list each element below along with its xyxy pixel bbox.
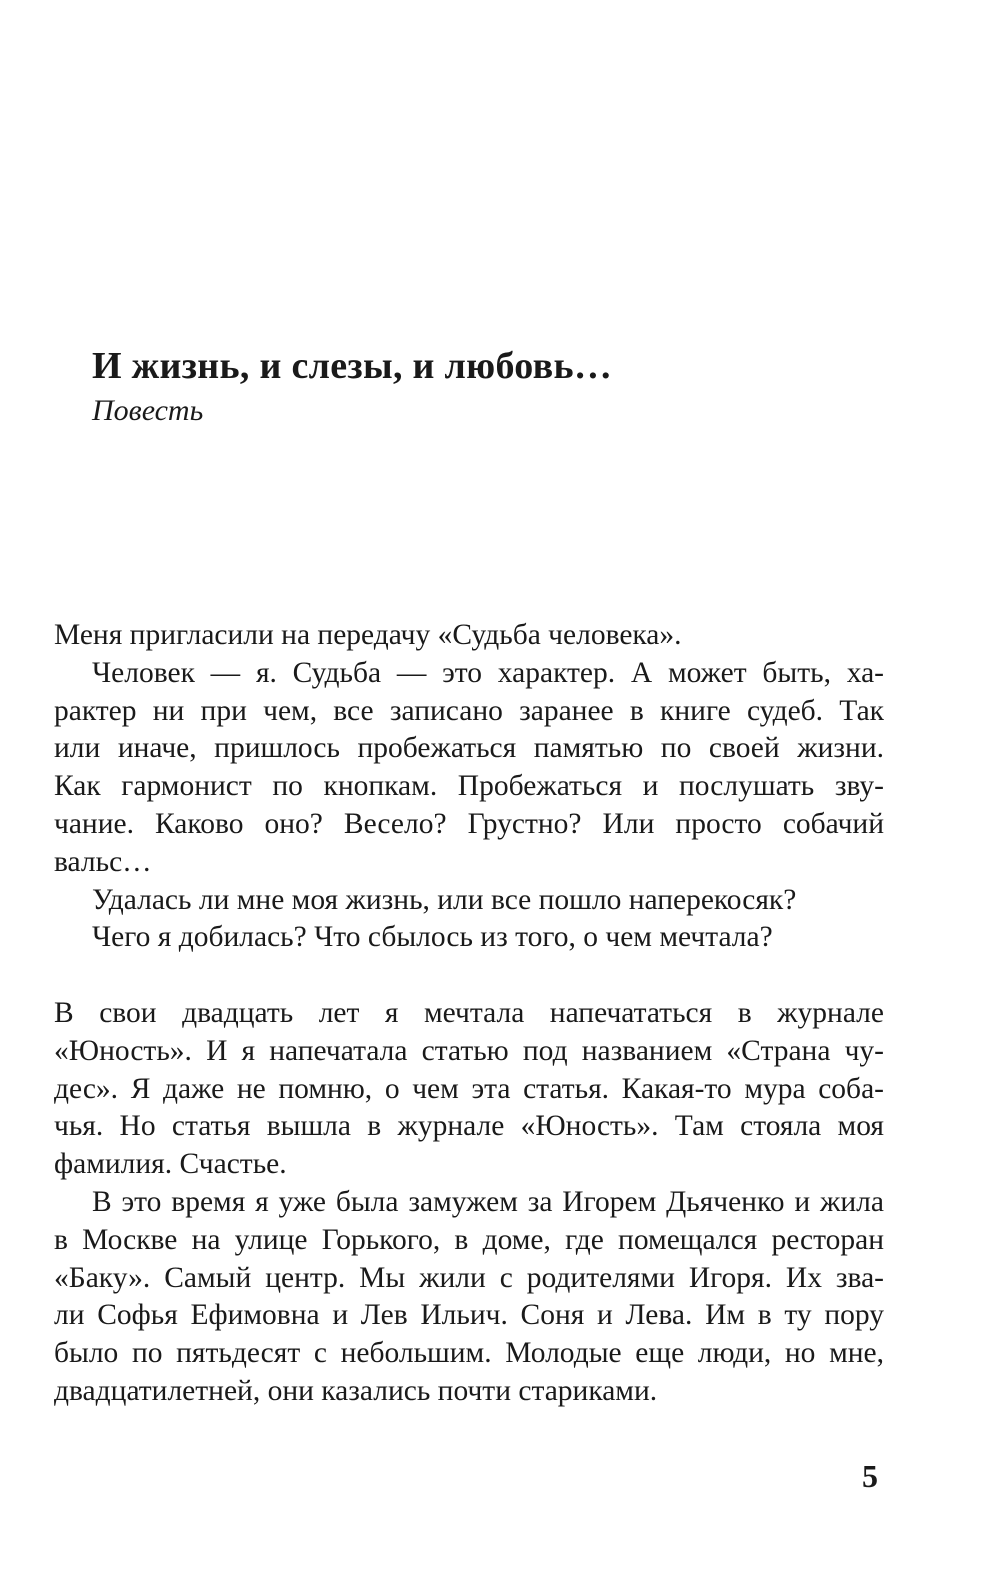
text-line: В это время я уже была замужем за Игорем Дьяченко и жила [92,1185,884,1218]
text-line: «Баку». Самый центр. Мы жили с родителями Игоря. Их зва- [54,1261,884,1294]
text-line: или иначе, пришлось пробежаться памятью по своей жизни. [54,732,884,765]
text-line: рактер ни при чем, все записано заранее в книге судеб. Так [54,694,884,727]
text-line: чья. Но статья вышла в журнале «Юность». Там стояла моя [54,1110,884,1143]
text-line: Как гармонист по кнопкам. Пробежаться и послушать зву- [54,770,884,803]
text-line: Удалась ли мне моя жизнь, или все пошло наперекосяк? [92,883,797,916]
text-line: Чего я добилась? Что сбылось из того, о чем мечтала? [92,921,773,954]
text-line: «Юность». И я напечатала статью под названием «Страна чу- [54,1034,884,1067]
text-line: чание. Каково оно? Весело? Грустно? Или просто собачий [54,807,884,840]
text-line: фамилия. Счастье. [54,1148,287,1181]
chapter-title: И жизнь, и слезы, и любовь… [92,345,613,387]
text-line: Человек — я. Судьба — это характер. А может быть, ха- [92,656,884,689]
text-line: двадцатилетней, они казались почти стариками. [54,1374,658,1407]
text-line: В свои двадцать лет я мечтала напечататься в журнале [54,997,884,1029]
chapter-subtitle: Повесть [92,394,204,427]
text-block-1 [54,617,884,957]
page-number: 5 [862,1458,878,1494]
text-line: дес». Я даже не помню, о чем эта статья. Какая-то мура соба- [54,1072,884,1105]
text-line: Меня пригласили на передачу «Судьба человека». [54,619,682,651]
text-line: вальс… [54,845,152,878]
text-line: было по пятьдесят с небольшим. Молодые еще люди, но мне, [54,1337,884,1370]
text-line: в Москве на улице Горького, в доме, где помещался ресторан [54,1223,884,1256]
text-block-2 [54,995,884,1411]
text-line: ли Софья Ефимовна и Лев Ильич. Соня и Лева. Им в ту пору [54,1299,884,1332]
